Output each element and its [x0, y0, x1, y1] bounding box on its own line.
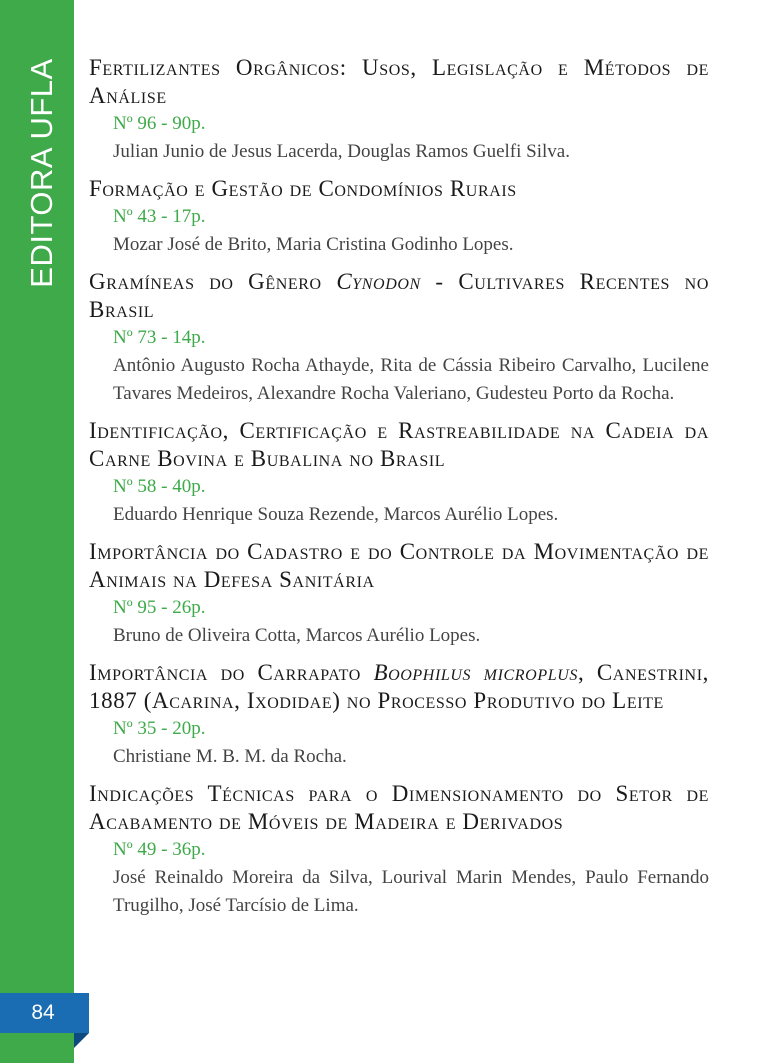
- entry-authors: Julian Junio de Jesus Lacerda, Douglas Ramos Guelfi Silva.: [113, 141, 570, 162]
- catalog-entry: [89, 175, 709, 259]
- species-name: Boophilus microplus: [373, 660, 578, 685]
- page-number: 84: [31, 1001, 55, 1024]
- entry-number-pages: Nº 73 - 14p.: [113, 327, 206, 348]
- entry-authors: Mozar José de Brito, Maria Cristina Godinho Lopes.: [113, 234, 514, 255]
- catalog-entry: [89, 538, 709, 650]
- entry-title: Indicações Técnicas para o Dimensionamento do Setor de Acabamento de Móveis de Madeira e Derivados: [89, 781, 709, 834]
- sidebar-bar: [0, 0, 74, 1063]
- catalog-entry: [89, 54, 709, 166]
- entry-number-pages: Nº 35 - 20p.: [113, 718, 206, 739]
- entry-authors: Bruno de Oliveira Cotta, Marcos Aurélio Lopes.: [113, 625, 481, 646]
- entry-authors: Christiane M. B. M. da Rocha.: [113, 746, 347, 767]
- catalog-entry: [89, 417, 709, 529]
- entry-title: Fertilizantes Orgânicos: Usos, Legislação e Métodos de Análise: [89, 55, 709, 108]
- entry-authors: Eduardo Henrique Souza Rezende, Marcos Aurélio Lopes.: [113, 504, 559, 525]
- publisher-label: EDITORA UFLA: [24, 58, 59, 288]
- entry-title: Formação e Gestão de Condomínios Rurais: [89, 176, 517, 201]
- catalog-entry: [89, 659, 709, 771]
- page-tab-fold: [74, 1033, 89, 1048]
- entry-number-pages: Nº 95 - 26p.: [113, 597, 206, 618]
- entry-number-pages: Nº 96 - 90p.: [113, 113, 206, 134]
- entry-number-pages: Nº 58 - 40p.: [113, 476, 206, 497]
- entry-authors: Antônio Augusto Rocha Athayde, Rita de Cássia Ribeiro Carvalho, Lucilene Tavares Medeiros, Alexandre Rocha Valeriano, Gudesteu Porto da Rocha.: [113, 355, 709, 404]
- catalog-entry: [89, 780, 709, 920]
- species-name: Cynodon: [336, 269, 421, 294]
- catalog-entry: [89, 268, 709, 408]
- entry-number-pages: Nº 43 - 17p.: [113, 206, 206, 227]
- entry-title: Gramíneas do Gênero Cynodon - Cultivares Recentes no Brasil: [89, 269, 709, 322]
- entry-title: Identificação, Certificação e Rastreabilidade na Cadeia da Carne Bovina e Bubalina no Brasil: [89, 418, 709, 471]
- entry-title: Importância do Cadastro e do Controle da Movimentação de Animais na Defesa Sanitária: [89, 539, 709, 592]
- entry-number-pages: Nº 49 - 36p.: [113, 839, 206, 860]
- entry-authors: José Reinaldo Moreira da Silva, Lourival Marin Mendes, Paulo Fernando Trugilho, José Tarcísio de Lima.: [113, 867, 709, 916]
- entry-title: Importância do Carrapato Boophilus microplus, Canestrini, 1887 (Acarina, Ixodidae) no Processo Produtivo do Leite: [89, 660, 709, 713]
- catalog-list: [89, 54, 709, 929]
